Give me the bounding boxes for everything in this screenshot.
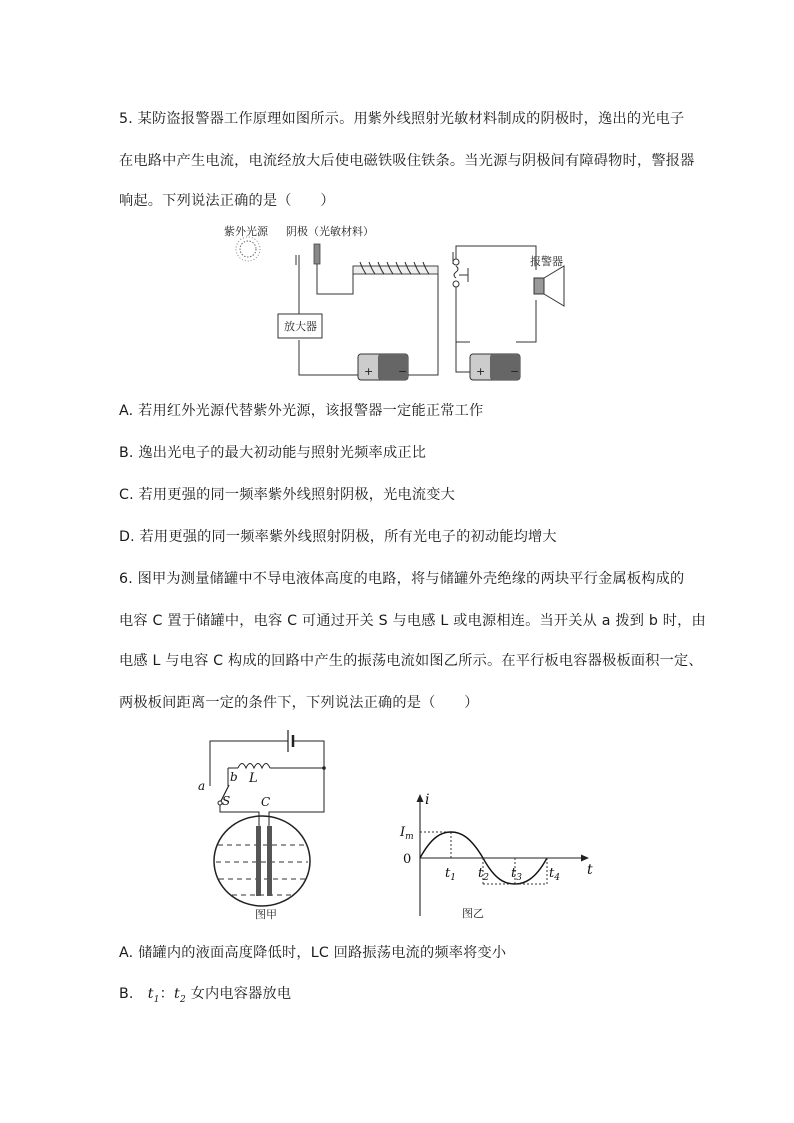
switch-label: S (222, 794, 231, 808)
q6-figure-b-current-graph (394, 788, 604, 923)
amplifier (278, 314, 322, 338)
figure-a-caption: 图甲 (255, 908, 277, 921)
battery-right (470, 354, 520, 380)
dc-source-battery (288, 730, 293, 752)
alarm-label: 报警器 (530, 255, 563, 268)
q6-figure-a-lc-tank-circuit (192, 724, 342, 924)
switch-terminal-b: b (230, 770, 238, 784)
battery-right-plus: + (476, 365, 486, 378)
cathode (296, 244, 320, 265)
q5-option-c: C. 若用更强的同一频率紫外线照射阴极，光电流变大 (119, 487, 456, 503)
q6-option-a: A. 储罐内的液面高度降低时，LC 回路振荡电流的频率将变小 (119, 945, 507, 961)
capacitor-plates (256, 826, 272, 896)
q6-option-b-sep: ： (159, 986, 175, 1002)
cathode-label: 阴极（光敏材料） (286, 225, 374, 238)
battery-left-plus: + (364, 365, 374, 378)
uv-light-source (224, 224, 269, 261)
battery-left (358, 354, 408, 380)
peak-current-label: $I_m$ (400, 825, 414, 842)
tick-label-t1: $t_1$ (445, 866, 456, 883)
battery-left-minus: − (398, 365, 408, 378)
q6-stem-line-1: 6. 图甲为测量储罐中不导电液体高度的电路，将与储罐外壳绝缘的两块平行金属板构成的 (119, 571, 685, 587)
q6-option-b-letter: B. (119, 986, 134, 1002)
relay-switch (453, 252, 468, 287)
q6-option-b-text: 女内电容器放电 (190, 986, 292, 1002)
electromagnet (353, 262, 438, 274)
q5-stem-line-1: 5. 某防盗报警器工作原理如图所示。用紫外线照射光敏材料制成的阴极时，逸出的光电子 (119, 111, 685, 127)
y-axis-label: i (425, 792, 430, 808)
switch-terminal-a: a (198, 779, 206, 793)
tick-label-t2: $t_2$ (478, 866, 489, 883)
uv-source-label: 紫外光源 (224, 225, 268, 238)
q6-stem-line-4: 两极板间距离一定的条件下，下列说法正确的是（ ） (119, 695, 479, 711)
q6-option-b (119, 983, 291, 1005)
q5-alarm-circuit-figure (218, 222, 578, 384)
q6-stem-line-3: 电感 L 与电容 C 构成的回路中产生的振荡电流如图乙所示。在平行板电容器极板面积一定、 (119, 653, 703, 669)
switch-s (198, 770, 238, 808)
battery-right-minus: − (510, 365, 520, 378)
amplifier-label: 放大器 (284, 320, 317, 333)
q5-stem-line-3: 响起。下列说法正确的是（ ） (119, 193, 335, 209)
q5-option-a: A. 若用红外光源代替紫外光源，该报警器一定能正常工作 (119, 403, 484, 419)
capacitor-label: C (261, 795, 271, 809)
x-axis-label: t (587, 862, 593, 878)
q5-option-d: D. 若用更强的同一频率紫外线照射阴极，所有光电子的初动能均增大 (119, 529, 557, 545)
figure-b-caption: 图乙 (462, 907, 484, 920)
q5-stem-line-2: 在电路中产生电流，电流经放大后使电磁铁吸住铁条。当光源与阴极间有障碍物时，警报器 (119, 153, 695, 169)
q6-option-b-t1: $t_1$ (147, 986, 160, 1005)
inductor-l (238, 764, 270, 787)
alarm-speaker (530, 254, 564, 306)
q5-option-b: B. 逸出光电子的最大初动能与照射光频率成正比 (119, 445, 427, 461)
origin-label: 0 (403, 852, 412, 867)
q6-option-b-t2: $t_2$ (174, 986, 186, 1005)
inductor-label: L (249, 771, 258, 786)
q6-stem-line-2: 电容 C 置于储罐中，电容 C 可通过开关 S 与电感 L 或电源相连。当开关从 a 拨到 b 时，由 (119, 613, 706, 629)
tick-label-t3: $t_3$ (511, 866, 522, 883)
storage-tank (214, 816, 310, 906)
tick-label-t4: $t_4$ (549, 866, 560, 883)
